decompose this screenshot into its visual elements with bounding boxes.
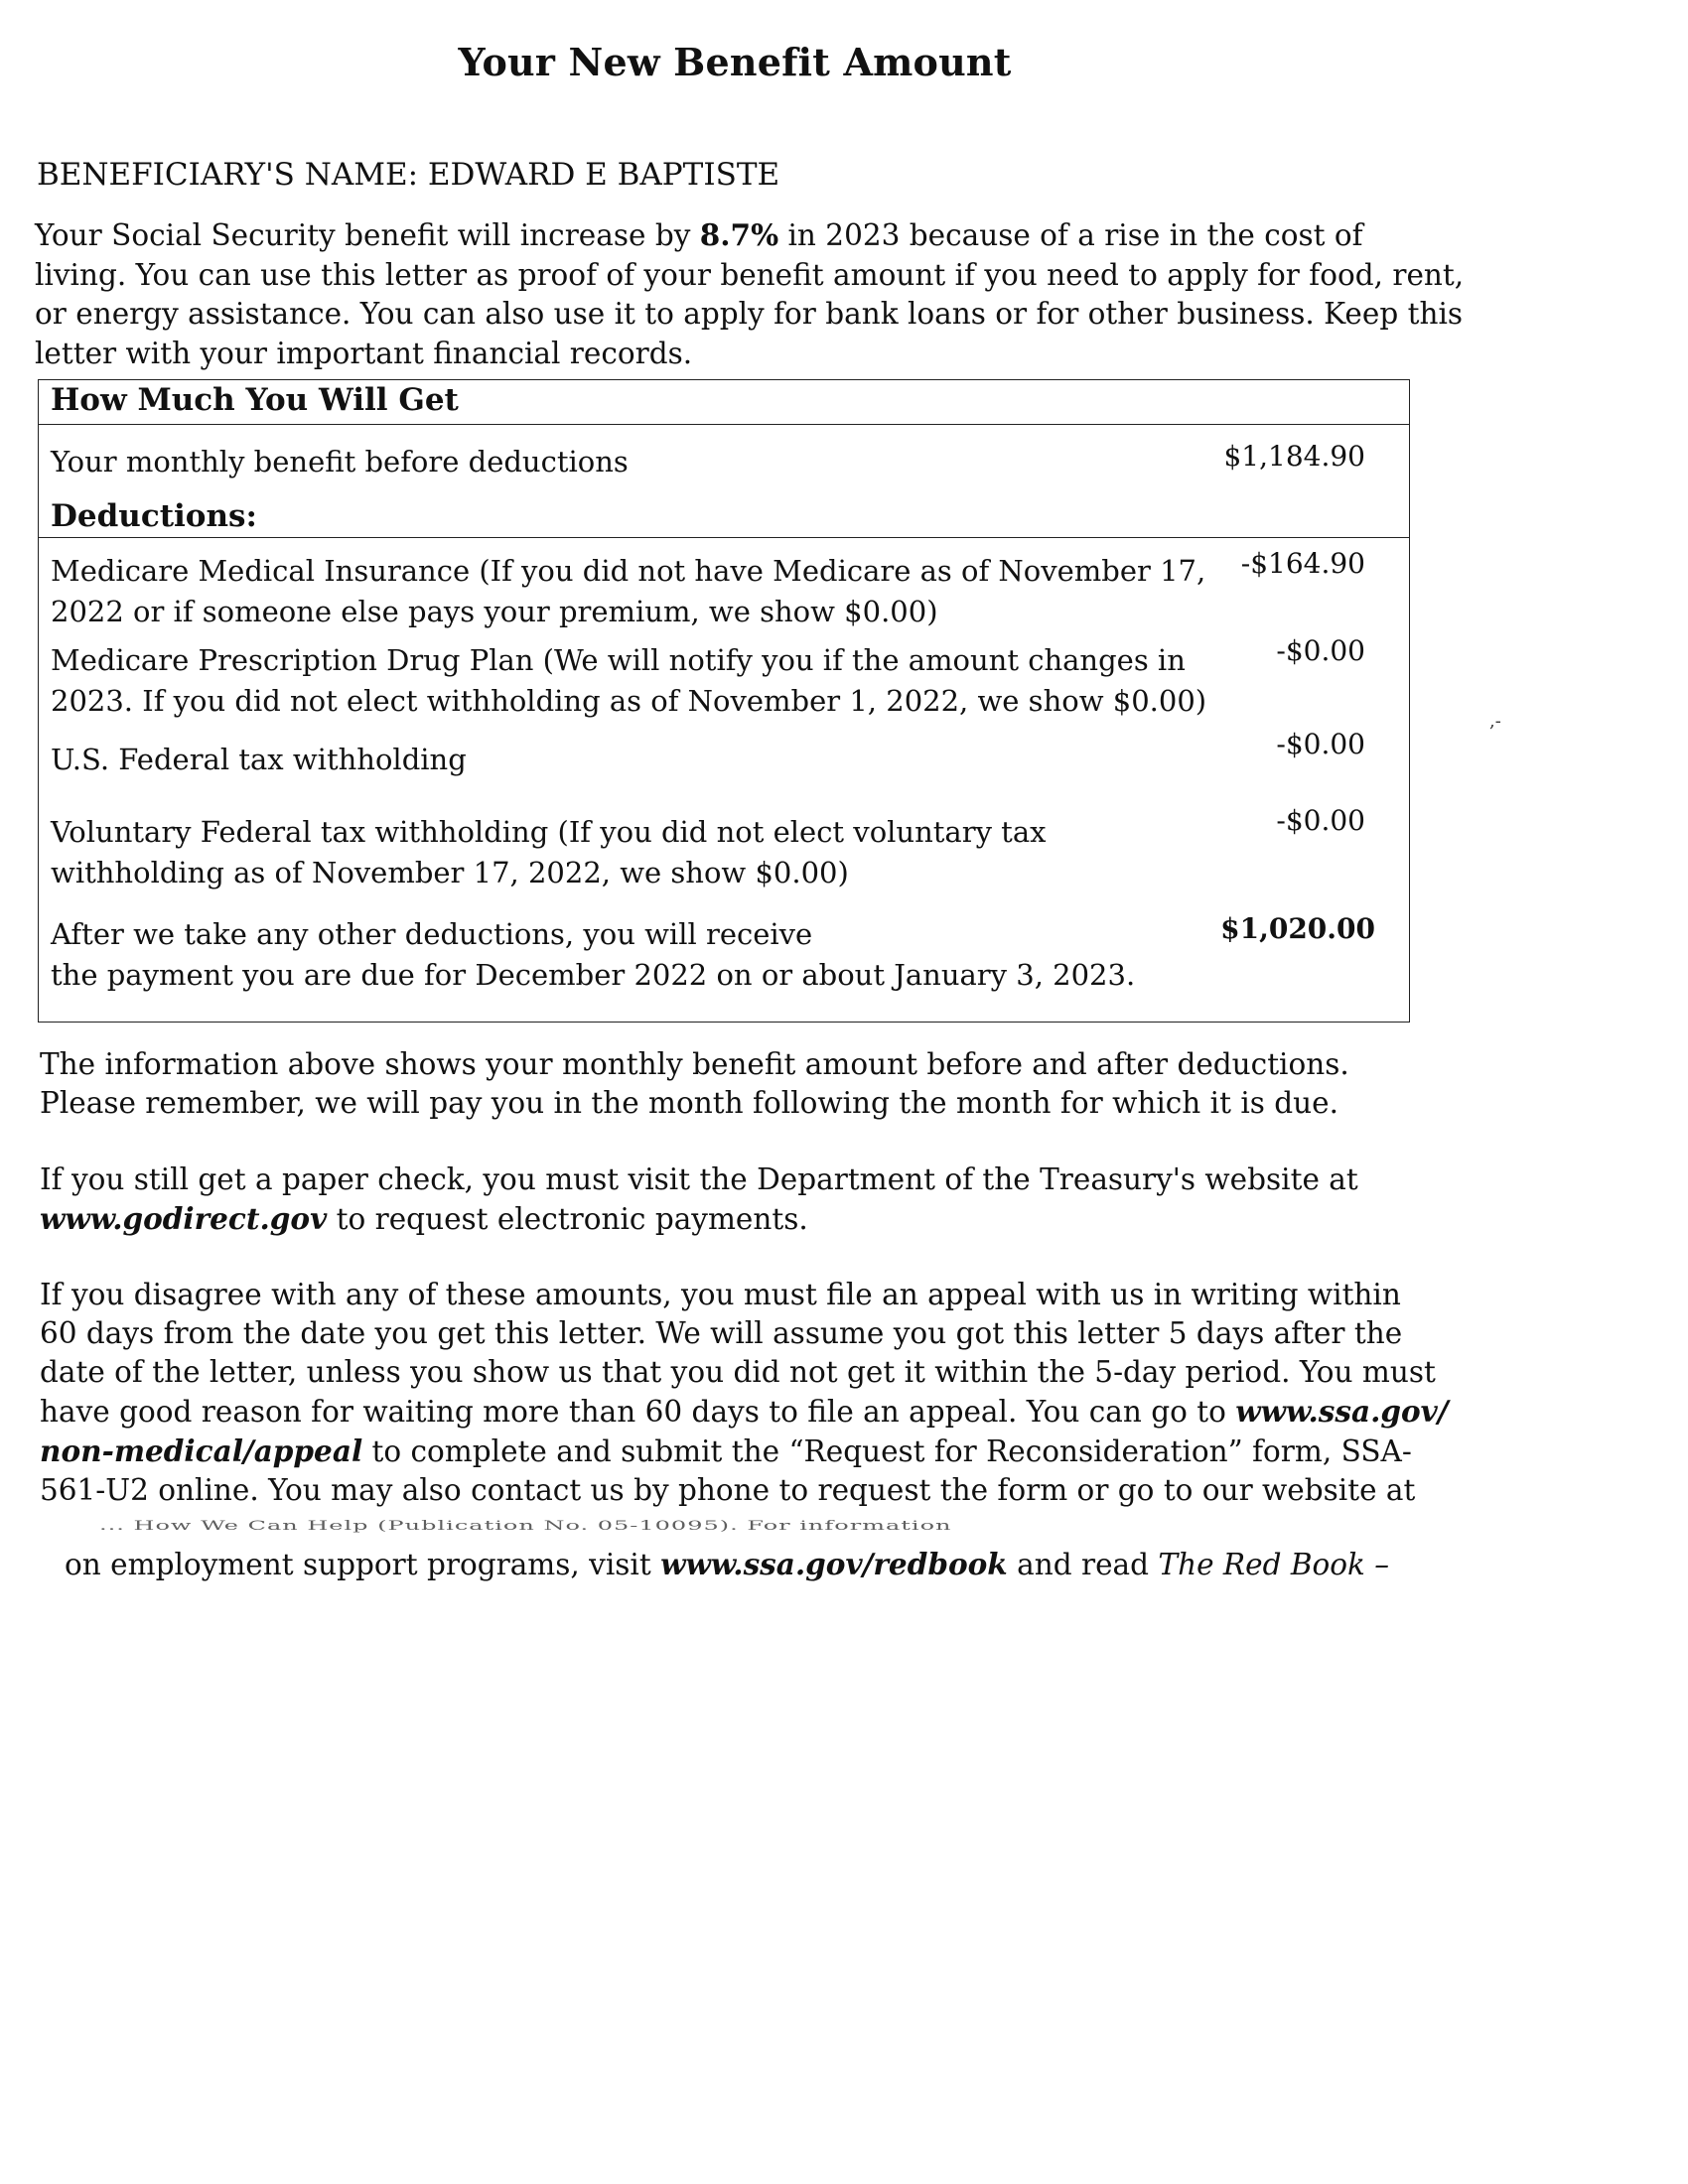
intro-text: letter with your important financial records.: [35, 336, 693, 370]
paragraph-text: Please remember, we will pay you in the month following the month for which it is due.: [40, 1086, 1339, 1120]
deduction-text: Medicare Prescription Drug Plan (We will notify you if the amount changes in: [51, 643, 1186, 677]
increase-percent: 8.7%: [699, 217, 779, 252]
deduction-row: [51, 740, 467, 780]
deduction-amount: -$164.90: [1240, 547, 1365, 580]
paragraph-text: 561-U2 online. You may also contact us by phone to request the form or go to our website at: [40, 1473, 1416, 1507]
info-paragraph: [40, 1045, 1450, 1123]
paragraph-text: date of the letter, unless you show us that you did not get it within the 5-day period. You must: [40, 1355, 1436, 1389]
paragraph-text: on employment support programs, visit: [65, 1548, 661, 1581]
godirect-link[interactable]: www.godirect.gov: [40, 1201, 328, 1236]
paragraph-text: and read: [1007, 1548, 1159, 1581]
intro-text: Your Social Security benefit will increase by: [35, 218, 700, 252]
redbook-link[interactable]: www.ssa.gov/redbook: [660, 1547, 1008, 1581]
ssa-appeal-link[interactable]: non-medical/appeal: [40, 1433, 363, 1468]
overprinted-text: ... How We Can Help (Publication No. 05-10095). For information: [99, 1518, 952, 1534]
table-divider: [39, 424, 1409, 425]
paragraph-text: to complete and submit the “Request for Reconsideration” form, SSA-: [362, 1434, 1412, 1468]
final-payment-amount: $1,020.00: [1220, 912, 1375, 945]
deduction-amount: -$0.00: [1276, 728, 1365, 760]
paragraph-text: If you disagree with any of these amounts, you must file an appeal with us in writing within: [40, 1278, 1401, 1311]
ssa-appeal-link[interactable]: www.ssa.gov/: [1235, 1394, 1449, 1429]
beneficiary-name: BENEFICIARY'S NAME: EDWARD E BAPTISTE: [37, 157, 780, 193]
benefit-table: [38, 379, 1410, 1023]
redbook-line: [65, 1547, 1389, 1581]
paragraph-text: to request electronic payments.: [327, 1202, 808, 1236]
page-title: Your New Benefit Amount: [458, 40, 1012, 84]
redbook-title: The Red Book –: [1158, 1548, 1390, 1581]
deduction-row: [51, 812, 1046, 893]
final-payment-row: [51, 914, 1135, 996]
paragraph-text: The information above shows your monthly benefit amount before and after deductions.: [40, 1047, 1349, 1081]
deduction-amount: -$0.00: [1276, 804, 1365, 837]
deduction-text: Voluntary Federal tax withholding (If you did not elect voluntary tax: [51, 815, 1047, 849]
intro-text: in 2023 because of a rise in the cost of: [778, 218, 1363, 252]
table-divider: [39, 537, 1409, 538]
deduction-text: U.S. Federal tax withholding: [51, 743, 467, 776]
deduction-row: [51, 551, 1205, 632]
intro-paragraph: [35, 215, 1465, 373]
deduction-row: [51, 640, 1206, 722]
final-payment-text: After we take any other deductions, you will receive: [51, 917, 813, 951]
paper-check-paragraph: [40, 1160, 1450, 1239]
paragraph-text: If you still get a paper check, you must visit the Department of the Treasury's website at: [40, 1162, 1358, 1196]
intro-text: or energy assistance. You can also use it to apply for bank loans or for other business. Keep this: [35, 297, 1464, 331]
deduction-amount: -$0.00: [1276, 634, 1365, 667]
paragraph-text: have good reason for waiting more than 60 days to file an appeal. You can go to: [40, 1395, 1236, 1429]
paragraph-text: 60 days from the date you get this letter. We will assume you got this letter 5 days after the: [40, 1316, 1403, 1350]
appeal-paragraph: [40, 1276, 1450, 1510]
deduction-text: 2023. If you did not elect withholding as of November 1, 2022, we show $0.00): [51, 684, 1207, 718]
monthly-benefit-label: Your monthly benefit before deductions: [51, 445, 629, 478]
deduction-text: Medicare Medical Insurance (If you did not have Medicare as of November 17,: [51, 554, 1206, 588]
table-header: How Much You Will Get: [51, 382, 459, 418]
stray-mark: ,-: [1489, 711, 1501, 732]
deduction-text: 2022 or if someone else pays your premium, we show $0.00): [51, 595, 938, 628]
intro-text: living. You can use this letter as proof of your benefit amount if you need to apply for food, rent,: [35, 257, 1465, 292]
deduction-text: withholding as of November 17, 2022, we show $0.00): [51, 856, 849, 889]
final-payment-text: the payment you are due for December 2022 on or about January 3, 2023.: [51, 958, 1136, 992]
monthly-benefit-amount: $1,184.90: [1223, 440, 1365, 473]
deductions-header: Deductions:: [51, 498, 257, 534]
